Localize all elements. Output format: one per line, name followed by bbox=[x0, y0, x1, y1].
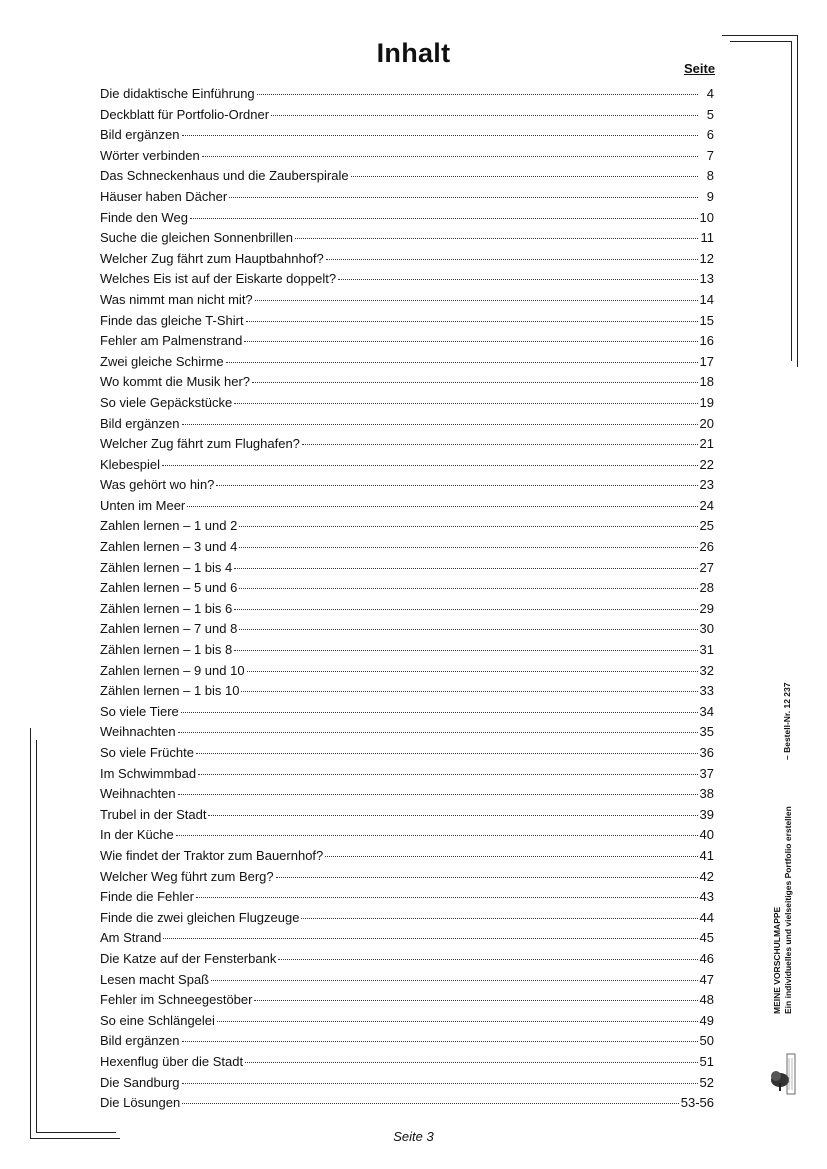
toc-entry bbox=[100, 105, 714, 126]
toc-dot-leader bbox=[182, 423, 698, 425]
toc-entry-title: So viele Tiere bbox=[100, 703, 179, 719]
toc-dot-leader bbox=[234, 649, 697, 651]
toc-dot-leader bbox=[278, 958, 697, 960]
toc-entry bbox=[100, 949, 714, 970]
toc-entry-page: 13 bbox=[699, 271, 714, 287]
toc-entry-title: Klebespiel bbox=[100, 456, 160, 472]
toc-dot-leader bbox=[216, 484, 697, 486]
toc-entry-title: Am Strand bbox=[100, 930, 162, 946]
page-footer: Seite 3 bbox=[393, 1129, 434, 1144]
toc-entry-title: Wörter verbinden bbox=[100, 147, 200, 163]
toc-entry bbox=[100, 249, 714, 270]
toc-entry-page: 32 bbox=[699, 662, 714, 678]
toc-dot-leader bbox=[302, 443, 698, 445]
toc-entry-page: 27 bbox=[699, 559, 714, 575]
frame-line-right-inner bbox=[791, 41, 792, 361]
toc-entry-title: Zahlen lernen – 5 und 6 bbox=[100, 580, 238, 596]
page-title: Inhalt bbox=[376, 38, 451, 68]
toc-entry bbox=[100, 516, 714, 537]
toc-dot-leader bbox=[178, 793, 698, 795]
toc-entry-page: 7 bbox=[706, 147, 714, 163]
toc-entry-title: Finde die Fehler bbox=[100, 889, 194, 905]
toc-entry-title: Fehler am Palmenstrand bbox=[100, 333, 243, 349]
toc-entry bbox=[100, 84, 714, 105]
toc-entry-title: Was gehört wo hin? bbox=[100, 477, 215, 493]
toc-entry bbox=[100, 311, 714, 332]
toc-entry-page: 9 bbox=[706, 188, 714, 204]
toc-dot-leader bbox=[196, 752, 698, 754]
toc-dot-leader bbox=[239, 546, 697, 548]
toc-entry-page: 44 bbox=[699, 909, 714, 925]
toc-entry bbox=[100, 887, 714, 908]
toc-entry-title: Fehler im Schneegestöber bbox=[100, 992, 253, 1008]
toc-entry-page: 14 bbox=[699, 291, 714, 307]
toc-entry-page: 36 bbox=[699, 745, 714, 760]
toc-dot-leader bbox=[178, 731, 698, 733]
toc-entry-page: 28 bbox=[699, 580, 714, 596]
toc-entry-page: 50 bbox=[699, 1033, 714, 1049]
toc-dot-leader bbox=[182, 134, 699, 136]
toc-entry-page: 23 bbox=[699, 477, 714, 493]
toc-entry bbox=[100, 352, 714, 373]
toc-entry-title: Deckblatt für Portfolio-Ordner bbox=[100, 106, 270, 122]
toc-entry-page: 47 bbox=[699, 971, 714, 987]
toc-entry bbox=[100, 764, 714, 785]
toc-dot-leader bbox=[226, 361, 698, 363]
toc-dot-leader bbox=[234, 608, 697, 610]
toc-entry-title: Bild ergänzen bbox=[100, 415, 180, 431]
toc-entry-page: 40 bbox=[699, 827, 714, 843]
toc-dot-leader bbox=[198, 773, 697, 775]
sidebar-series-title: MEINE VORSCHULMAPPE bbox=[772, 906, 782, 1014]
toc-entry-page: 26 bbox=[699, 539, 714, 555]
toc-entry-page: 48 bbox=[699, 992, 714, 1008]
toc-entry-title: Bild ergänzen bbox=[100, 127, 180, 143]
toc-entry bbox=[100, 187, 714, 208]
page-column-header: Seite bbox=[684, 61, 716, 76]
toc-entry-title: Die Sandburg bbox=[100, 1074, 180, 1090]
toc-dot-leader bbox=[325, 855, 697, 857]
toc-entry-page: 24 bbox=[699, 497, 714, 513]
toc-entry-title: Weihnachten bbox=[100, 786, 176, 802]
toc-entry-title: Zählen lernen – 1 bis 10 bbox=[100, 683, 240, 699]
toc-entry-title: Zahlen lernen – 9 und 10 bbox=[100, 662, 245, 678]
toc-entry bbox=[100, 455, 714, 476]
toc-entry bbox=[100, 269, 714, 290]
toc-entry-page: 37 bbox=[699, 765, 714, 781]
toc-entry bbox=[100, 970, 714, 991]
toc-entry bbox=[100, 1052, 714, 1073]
toc-entry-page: 51 bbox=[699, 1053, 714, 1069]
toc-dot-leader bbox=[239, 525, 697, 527]
toc-entry-title: So viele Früchte bbox=[100, 745, 194, 760]
toc-dot-leader bbox=[254, 999, 697, 1001]
toc-dot-leader bbox=[246, 320, 698, 322]
toc-entry bbox=[100, 558, 714, 579]
toc-entry bbox=[100, 928, 714, 949]
toc-entry bbox=[100, 166, 714, 187]
toc-entry-page: 16 bbox=[699, 333, 714, 349]
toc-entry bbox=[100, 640, 714, 661]
toc-dot-leader bbox=[276, 876, 698, 878]
toc-entry bbox=[100, 990, 714, 1011]
toc-entry-title: Wo kommt die Musik her? bbox=[100, 374, 251, 390]
toc-entry bbox=[100, 125, 714, 146]
toc-entry-page: 5 bbox=[706, 106, 714, 122]
toc-dot-leader bbox=[245, 1061, 697, 1063]
toc-entry-title: In der Küche bbox=[100, 827, 174, 843]
toc-dot-leader bbox=[182, 1040, 698, 1042]
toc-entry bbox=[100, 331, 714, 352]
toc-entry-title: Lesen macht Spaß bbox=[100, 971, 210, 987]
toc-entry bbox=[100, 372, 714, 393]
toc-entry-page: 31 bbox=[699, 642, 714, 658]
toc-entry-title: Zahlen lernen – 1 und 2 bbox=[100, 518, 238, 534]
toc-entry-page: 53-56 bbox=[680, 1095, 714, 1111]
toc-entry-page: 20 bbox=[699, 415, 714, 431]
toc-entry bbox=[100, 619, 714, 640]
toc-entry bbox=[100, 475, 714, 496]
toc-dot-leader bbox=[255, 299, 698, 301]
toc-entry-title: Die didaktische Einführung bbox=[100, 86, 255, 101]
toc-dot-leader bbox=[182, 1082, 698, 1084]
toc-dot-leader bbox=[162, 464, 698, 466]
toc-entry-title: So eine Schlängelei bbox=[100, 1012, 215, 1028]
toc-entry bbox=[100, 867, 714, 888]
toc-entry-title: Hexenflug über die Stadt bbox=[100, 1053, 244, 1069]
toc-dot-leader bbox=[271, 114, 698, 116]
toc-entry bbox=[100, 1031, 714, 1052]
toc-entry-title: Zählen lernen – 1 bis 4 bbox=[100, 559, 233, 575]
toc-dot-leader bbox=[239, 587, 697, 589]
toc-entry-page: 39 bbox=[699, 806, 714, 822]
toc-entry-title: Häuser haben Dächer bbox=[100, 188, 228, 204]
toc-entry-title: Finde das gleiche T-Shirt bbox=[100, 312, 244, 328]
toc-entry bbox=[100, 599, 714, 620]
toc-entry-page: 6 bbox=[706, 127, 714, 143]
toc-entry-page: 19 bbox=[699, 394, 714, 410]
sidebar-vertical-text bbox=[772, 684, 802, 1014]
toc-entry-title: Weihnachten bbox=[100, 724, 176, 740]
toc-entry bbox=[100, 146, 714, 167]
toc-entry-page: 33 bbox=[699, 683, 714, 699]
toc-dot-leader bbox=[244, 340, 697, 342]
toc-entry-title: Die Lösungen bbox=[100, 1095, 181, 1111]
toc-entry-page: 41 bbox=[699, 847, 714, 863]
toc-entry-page: 18 bbox=[699, 374, 714, 390]
toc-entry-page: 4 bbox=[706, 86, 714, 101]
toc-dot-leader bbox=[217, 1020, 698, 1022]
toc-entry-page: 25 bbox=[699, 518, 714, 534]
frame-line-left-inner bbox=[36, 740, 37, 1132]
toc-entry-title: Zahlen lernen – 7 und 8 bbox=[100, 621, 238, 637]
toc-entry bbox=[100, 681, 714, 702]
toc-entry-title: Bild ergänzen bbox=[100, 1033, 180, 1049]
toc-entry-page: 10 bbox=[699, 209, 714, 225]
toc-entry-title: Zählen lernen – 1 bis 6 bbox=[100, 600, 233, 616]
toc-entry-title: Welcher Weg führt zum Berg? bbox=[100, 868, 274, 884]
toc-entry-page: 35 bbox=[699, 724, 714, 740]
toc-dot-leader bbox=[190, 217, 698, 219]
frame-line-top-right bbox=[722, 35, 798, 36]
toc-entry-title: Was nimmt man nicht mit? bbox=[100, 291, 253, 307]
toc-dot-leader bbox=[234, 402, 697, 404]
toc-dot-leader bbox=[247, 670, 698, 672]
toc-dot-leader bbox=[295, 237, 698, 239]
toc-entry bbox=[100, 228, 714, 249]
toc-dot-leader bbox=[326, 258, 698, 260]
toc-entry-page: 49 bbox=[699, 1012, 714, 1028]
toc-dot-leader bbox=[182, 1102, 679, 1104]
toc-entry-title: Suche die gleichen Sonnenbrillen bbox=[100, 230, 293, 246]
toc-entry-page: 45 bbox=[699, 930, 714, 946]
toc-entry-title: Welcher Zug fährt zum Flughafen? bbox=[100, 436, 300, 452]
toc-entry bbox=[100, 1011, 714, 1032]
toc-entry bbox=[100, 414, 714, 435]
toc-dot-leader bbox=[163, 937, 697, 939]
toc-dot-leader bbox=[257, 93, 698, 95]
toc-entry bbox=[100, 805, 714, 826]
toc-entry-page: 42 bbox=[699, 868, 714, 884]
toc-entry-page: 30 bbox=[699, 621, 714, 637]
toc-entry-page: 21 bbox=[699, 436, 714, 452]
toc-dot-leader bbox=[338, 278, 697, 280]
toc-entry-page: 29 bbox=[699, 600, 714, 616]
toc-entry bbox=[100, 1073, 714, 1094]
toc-entry-page: 15 bbox=[699, 312, 714, 328]
toc-entry-title: Wie findet der Traktor zum Bauernhof? bbox=[100, 847, 324, 863]
sidebar-subtitle: Ein individuelles und vielseitiges Portfolio erstellen bbox=[783, 806, 793, 1014]
toc-dot-leader bbox=[241, 690, 697, 692]
toc-entry bbox=[100, 846, 714, 867]
toc-entry-title: So viele Gepäckstücke bbox=[100, 394, 233, 410]
toc-entry-page: 43 bbox=[699, 889, 714, 905]
toc-entry-title: Zählen lernen – 1 bis 8 bbox=[100, 642, 233, 658]
toc-entry-page: 17 bbox=[699, 353, 714, 369]
toc-dot-leader bbox=[239, 628, 697, 630]
table-of-contents bbox=[100, 84, 714, 1114]
toc-entry bbox=[100, 208, 714, 229]
toc-entry bbox=[100, 578, 714, 599]
toc-entry-page: 8 bbox=[706, 168, 714, 184]
publisher-logo-icon bbox=[768, 1050, 796, 1096]
toc-entry-title: Welcher Zug fährt zum Hauptbahnhof? bbox=[100, 250, 324, 266]
toc-entry bbox=[100, 702, 714, 723]
toc-entry bbox=[100, 290, 714, 311]
toc-entry bbox=[100, 537, 714, 558]
frame-line-right bbox=[797, 35, 798, 367]
toc-dot-leader bbox=[176, 834, 698, 836]
toc-entry bbox=[100, 393, 714, 414]
toc-entry bbox=[100, 434, 714, 455]
toc-entry-page: 11 bbox=[700, 230, 714, 246]
toc-entry-title: Finde die zwei gleichen Flugzeuge bbox=[100, 909, 300, 925]
toc-dot-leader bbox=[252, 381, 698, 383]
toc-entry-page: 12 bbox=[699, 250, 714, 266]
toc-entry bbox=[100, 908, 714, 929]
toc-dot-leader bbox=[208, 814, 697, 816]
sidebar-order-number: – Bestell-Nr. 12 237 bbox=[782, 682, 792, 760]
toc-entry-page: 22 bbox=[699, 456, 714, 472]
toc-dot-leader bbox=[351, 175, 698, 177]
toc-entry-page: 38 bbox=[699, 786, 714, 802]
toc-entry-title: Die Katze auf der Fensterbank bbox=[100, 950, 277, 966]
toc-entry-page: 52 bbox=[699, 1074, 714, 1090]
toc-entry bbox=[100, 1093, 714, 1114]
toc-entry bbox=[100, 784, 714, 805]
toc-dot-leader bbox=[181, 711, 698, 713]
toc-entry bbox=[100, 661, 714, 682]
toc-entry-title: Unten im Meer bbox=[100, 497, 186, 513]
toc-entry bbox=[100, 496, 714, 517]
frame-line-left bbox=[30, 728, 31, 1138]
toc-dot-leader bbox=[211, 979, 697, 981]
toc-entry bbox=[100, 825, 714, 846]
toc-entry-title: Trubel in der Stadt bbox=[100, 806, 207, 822]
toc-dot-leader bbox=[196, 896, 698, 898]
toc-entry-title: Im Schwimmbad bbox=[100, 765, 197, 781]
toc-dot-leader bbox=[202, 155, 698, 157]
toc-entry-title: Zwei gleiche Schirme bbox=[100, 353, 224, 369]
toc-entry-page: 34 bbox=[699, 703, 714, 719]
toc-dot-leader bbox=[187, 505, 697, 507]
toc-entry-title: Finde den Weg bbox=[100, 209, 188, 225]
toc-entry-page: 46 bbox=[699, 950, 714, 966]
toc-entry-title: Welches Eis ist auf der Eiskarte doppelt? bbox=[100, 271, 337, 287]
toc-entry-title: Das Schneckenhaus und die Zauberspirale bbox=[100, 168, 349, 184]
toc-dot-leader bbox=[234, 567, 697, 569]
toc-dot-leader bbox=[229, 196, 698, 198]
toc-entry bbox=[100, 743, 714, 764]
toc-entry bbox=[100, 722, 714, 743]
toc-dot-leader bbox=[301, 917, 697, 919]
toc-entry-title: Zahlen lernen – 3 und 4 bbox=[100, 539, 238, 555]
